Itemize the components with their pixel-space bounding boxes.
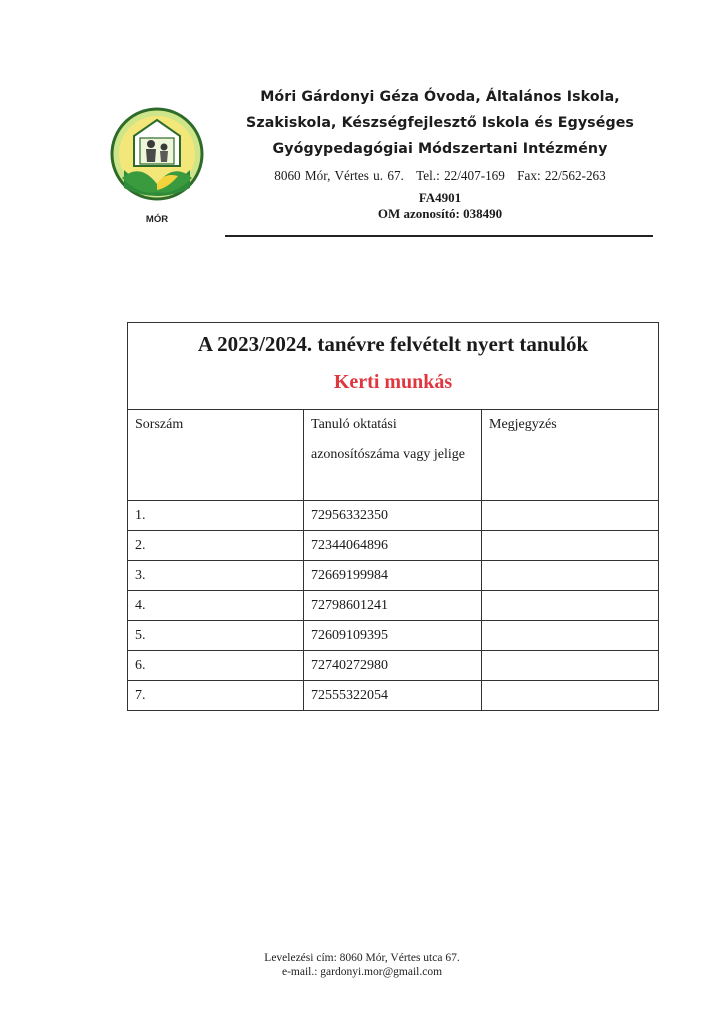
row-number: 2. [128,531,304,561]
table-row [128,651,659,681]
row-number: 6. [128,651,304,681]
logo-bottom-text: MÓR [145,214,169,225]
institution-code: FA4901 [418,190,462,205]
phone: Tel.: 22/407-169 [416,168,505,183]
school-logo [104,92,210,232]
om-identifier: OM azonosító: 038490 [377,206,503,221]
row-note [482,621,659,651]
institution-name-line-1: Móri Gárdonyi Géza Óvoda, Általános Iskola, [260,89,620,105]
student-id: 72609109395 [304,621,482,651]
student-id: 72344064896 [304,531,482,561]
table-row [128,501,659,531]
mailing-address: Levelezési cím: 8060 Mór, Vértes utca 67. [264,952,460,964]
contact-line [230,168,650,184]
row-number: 3. [128,561,304,591]
student-id: 72740272980 [304,651,482,681]
table-row [128,621,659,651]
student-id: 72956332350 [304,501,482,531]
row-note [482,531,659,561]
student-id: 72555322054 [304,681,482,711]
student-id: 72669199984 [304,561,482,591]
row-note [482,681,659,711]
row-note [482,561,659,591]
row-note [482,651,659,681]
svg-text:GÁRDONYI [133,92,182,93]
table-row [128,591,659,621]
footer-email: e-mail.: gardonyi.mor@gmail.com [281,966,443,978]
letterhead-divider [225,235,653,237]
table-title: A 2023/2024. tanévre felvételt nyert tanulók [197,332,589,356]
column-header-student-id: Tanuló oktatási azonosítószáma vagy jelige [304,410,482,501]
table-heading-cell [128,323,659,410]
row-number: 7. [128,681,304,711]
address: 8060 Mór, Vértes u. 67. [274,168,404,183]
row-number: 1. [128,501,304,531]
column-header-row [128,410,659,501]
table-row [128,681,659,711]
school-emblem-icon [104,92,210,232]
logo-arc-text [133,92,182,93]
table-row [128,561,659,591]
column-header-note: Megjegyzés [482,410,659,501]
admission-table [127,322,659,711]
table-row [128,531,659,561]
table-subtitle: Kerti munkás [333,371,453,393]
institution-name-line-3: Gyógypedagógiai Módszertani Intézmény [272,141,608,157]
row-note [482,591,659,621]
column-header-number: Sorszám [128,410,304,501]
institution-name-line-2: Szakiskola, Készségfejlesztő Iskola és Egységes [246,115,634,131]
page-footer [0,951,724,979]
letterhead [230,84,650,222]
row-number: 5. [128,621,304,651]
row-note [482,501,659,531]
row-number: 4. [128,591,304,621]
fax: Fax: 22/562-263 [517,168,606,183]
student-id: 72798601241 [304,591,482,621]
table-heading-row [128,323,659,410]
